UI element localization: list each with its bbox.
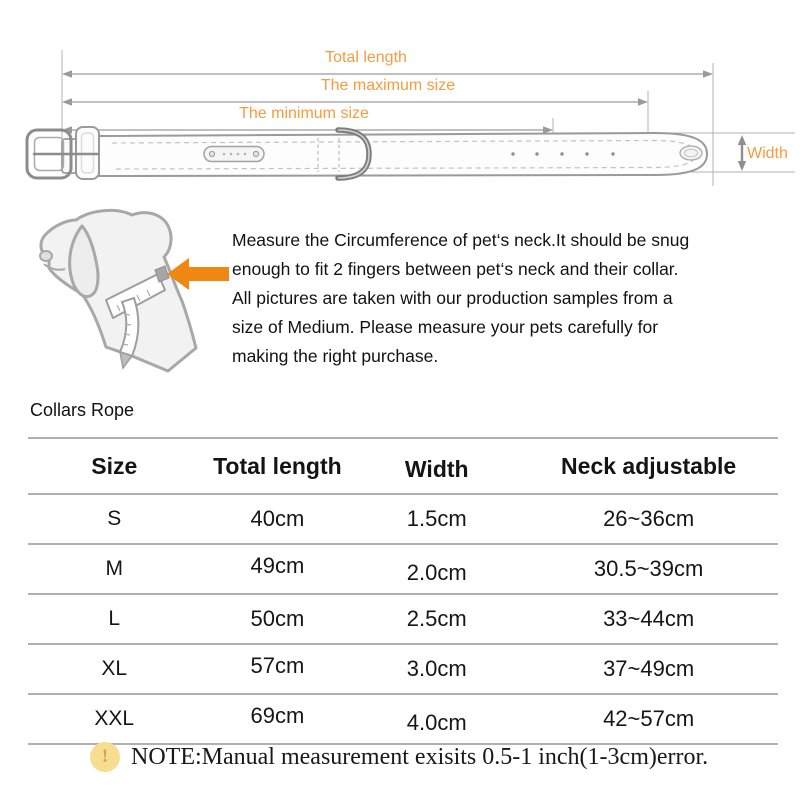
collar-illustration	[27, 127, 707, 179]
collar-diagram	[0, 0, 800, 210]
instruction-line: making the right purchase.	[232, 346, 439, 366]
table-row-s	[28, 494, 778, 544]
measurement-note	[90, 742, 708, 772]
cell-neck: 42~57cm	[603, 706, 695, 731]
cell-total-length: 57cm	[250, 653, 305, 678]
cell-total-length: 40cm	[250, 506, 305, 531]
cell-width: 2.0cm	[406, 560, 467, 585]
cell-total-length: 49cm	[250, 553, 305, 578]
cell-total-length: 50cm	[250, 606, 305, 631]
minimum-size-label: The minimum size	[239, 105, 369, 122]
cell-total-length: 69cm	[250, 703, 305, 728]
width-arrow	[738, 135, 746, 171]
cell-neck: 37~49cm	[603, 656, 695, 681]
instruction-line: All pictures are taken with our production samples from a	[232, 288, 673, 308]
cell-size: L	[108, 607, 121, 630]
table-title: Collars Rope	[30, 400, 135, 420]
instruction-line: Measure the Circumference of pet‘s neck.It should be snug	[232, 230, 690, 250]
header-width: Width	[404, 456, 469, 482]
cell-size: XXL	[94, 707, 135, 730]
table-header-row	[28, 438, 778, 494]
cell-neck: 26~36cm	[603, 506, 695, 531]
table-row-xxl	[28, 694, 778, 744]
note-text: NOTE:Manual measurement exisits 0.5-1 inch(1-3cm)error.	[131, 743, 709, 770]
cell-size: XL	[101, 657, 128, 680]
cell-width: 4.0cm	[406, 710, 467, 735]
cell-neck: 30.5~39cm	[593, 556, 704, 581]
table-row-xl	[28, 644, 778, 694]
cell-neck: 33~44cm	[603, 606, 695, 631]
header-total-length: Total length	[213, 452, 342, 479]
exclamation-icon: !	[90, 742, 120, 772]
cell-width: 1.5cm	[406, 506, 467, 531]
tip-stamp	[680, 146, 702, 160]
brand-plate	[204, 147, 264, 162]
cell-width: 2.5cm	[406, 606, 467, 631]
instruction-line: size of Medium. Please measure your pets carefully for	[232, 317, 659, 337]
table-row-m	[28, 544, 778, 594]
width-label: Width	[747, 145, 788, 162]
header-neck-adjustable: Neck adjustable	[561, 452, 737, 479]
cell-width: 3.0cm	[406, 656, 467, 681]
dog-measure-illustration	[22, 206, 237, 386]
maximum-size-label: The maximum size	[320, 77, 456, 94]
minimum-size-arrow	[62, 126, 553, 134]
dog-head-icon	[40, 210, 196, 371]
cell-size: M	[105, 557, 123, 580]
table-row-l	[28, 594, 778, 644]
cell-size: S	[107, 507, 122, 530]
instruction-line: enough to fit 2 fingers between pet‘s neck and their collar.	[232, 259, 679, 279]
header-size: Size	[91, 452, 138, 479]
size-table	[28, 437, 778, 745]
total-length-label: Total length	[325, 49, 407, 66]
measuring-instructions	[232, 226, 689, 371]
